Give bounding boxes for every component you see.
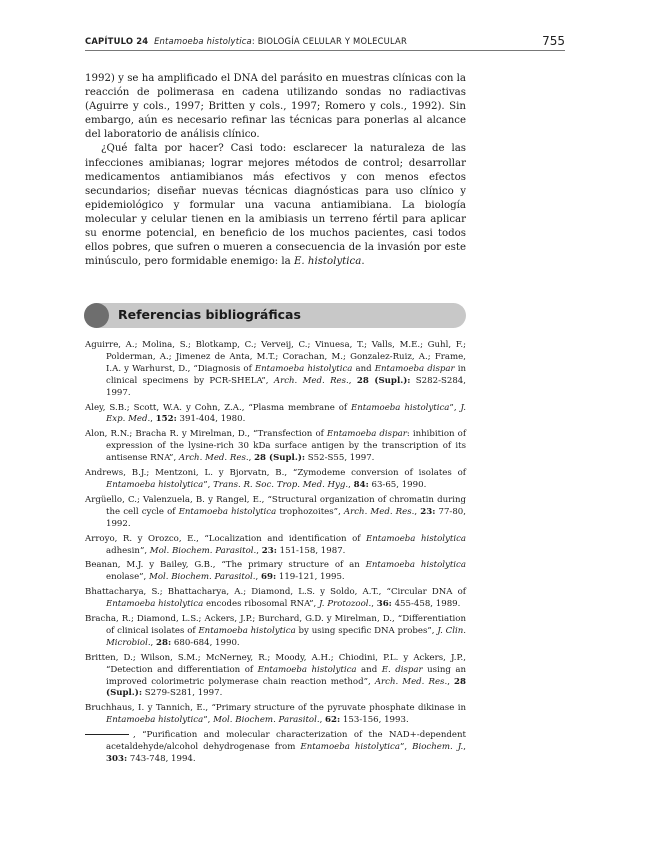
reference-segment: ,	[150, 637, 157, 648]
reference-segment: 23:	[420, 506, 436, 517]
reference-segment: 28 (Supl.):	[254, 453, 306, 464]
reference-segment: ,	[248, 453, 255, 464]
paragraph-2-end: .	[361, 256, 365, 268]
reference-segment: 455-458, 1989.	[391, 599, 461, 610]
reference-item	[85, 653, 466, 701]
reference-segment: 743-748, 1994.	[127, 754, 196, 764]
reference-segment: Arroyo, R. y Orozco, E., “Localization and identification of	[85, 533, 366, 544]
reference-item	[85, 534, 466, 558]
chapter-subtitle: : BIOLOGÍA CELULAR Y MOLECULAR	[251, 36, 408, 46]
references-heading: Referencias bibliográficas	[118, 307, 301, 322]
chapter-label: CAPÍTULO 24	[85, 36, 149, 46]
reference-segment: Entamoeba histolytica	[106, 715, 204, 726]
reference-segment: ”,	[203, 479, 214, 490]
reference-segment: 63-65, 1990.	[368, 479, 427, 490]
reference-segment: 28:	[156, 637, 172, 648]
reference-segment: Entamoeba histolytica	[300, 742, 400, 753]
reference-segment: adhesin”,	[106, 545, 150, 556]
reference-item	[85, 730, 466, 766]
reference-segment: E. dispar	[381, 664, 423, 675]
reference-segment: Britten, D.; Wilson, S.M.; McNerney, R.; Moody, A.H.; Chiodini, P.L. y Ackers, J.P., “Detection and differentiation of	[85, 652, 466, 675]
reference-segment: 84:	[353, 479, 369, 490]
body-text	[85, 72, 466, 269]
reference-segment: 28 (Supl.):	[356, 375, 411, 386]
reference-item	[85, 703, 466, 727]
reference-segment: 36:	[376, 599, 392, 610]
reference-segment: Trans. R. Soc. Trop. Med. Hyg.	[213, 479, 349, 490]
reference-segment: Arch. Med. Res.	[178, 453, 249, 464]
reference-segment: 680-684, 1990.	[171, 637, 240, 648]
reference-segment: ”,	[399, 742, 413, 753]
reference-segment: S282-S284, 1997.	[106, 375, 467, 398]
reference-segment: Bhattacharya, S.; Bhattacharya, A.; Diamond, L.S. y Soldo, A.T., “Circular DNA of	[85, 587, 466, 598]
reference-segment: J. Clin. Microbiol.	[106, 625, 466, 648]
running-header	[85, 36, 565, 50]
reference-segment: Entamoeba histolytica	[257, 664, 357, 675]
reference-segment: 153-156, 1993.	[340, 715, 409, 726]
reference-segment: Entamoeba histolytica	[198, 625, 296, 636]
reference-segment: Alon, R.N.; Bracha R. y Mirelman, D., “Transfection of	[85, 429, 327, 440]
reference-segment: ”,	[449, 402, 461, 413]
repeat-author-dash	[85, 734, 129, 735]
reference-segment: by using specific DNA probes”,	[295, 625, 438, 636]
reference-segment: Entamoeba histolytica	[178, 506, 277, 517]
reference-segment: S52-S55, 1997.	[305, 453, 375, 464]
reference-item	[85, 614, 466, 650]
page-number: 755	[542, 34, 565, 48]
reference-segment: ,	[371, 599, 377, 610]
reference-segment: 62:	[325, 715, 341, 726]
paragraph-2-species: E. histolytica	[293, 256, 362, 268]
reference-segment: Entamoeba histolytica	[365, 560, 466, 571]
reference-segment: ,	[256, 545, 262, 556]
reference-segment: Beanan, M.J. y Bailey, G.B., “The primary structure of an	[85, 560, 366, 571]
reference-segment: Bruchhaus, I. y Tannich, E., “Primary structure of the pyruvate phosphate dikinase in	[85, 703, 466, 714]
header-rule	[85, 50, 565, 51]
reference-segment: Mol. Biochem. Parasitol.	[149, 572, 256, 583]
reference-segment: Argüello, C.; Valenzuela, B. y Rangel, E., “Structural organization of chromatin during the cell cycle of	[85, 494, 466, 517]
reference-segment: Entamoeba dispar	[326, 429, 407, 440]
reference-segment: Andrews, B.J.; Mentzoni, L. y Bjorvatn, B., “Zymodeme conversion of isolates of	[85, 468, 466, 479]
reference-segment: ,	[348, 375, 357, 386]
reference-segment: Arch. Med. Res.	[273, 375, 349, 386]
reference-segment: 77-80, 1992.	[106, 506, 466, 529]
chapter-title	[85, 36, 407, 46]
reference-segment: encodes ribosomal RNA”,	[203, 599, 319, 610]
reference-segment: ,	[150, 414, 156, 425]
reference-segment: Aley, S.B.; Scott, W.A. y Cohn, Z.A., “Plasma membrane of	[85, 402, 351, 413]
reference-item	[85, 340, 466, 400]
reference-segment: 151-158, 1987.	[276, 545, 346, 556]
reference-segment: in clinical specimens by PCR-SHELA”,	[106, 363, 467, 386]
reference-item	[85, 403, 466, 427]
reference-segment: Entamoeba histolytica	[351, 402, 450, 413]
references-heading-bar	[84, 303, 466, 328]
reference-segment: 69:	[261, 572, 277, 583]
reference-segment: J. Exp. Med.	[106, 402, 466, 425]
reference-item	[85, 560, 466, 584]
reference-segment: Entamoeba histolytica	[365, 533, 467, 544]
reference-segment: ,	[348, 479, 354, 490]
reference-item	[85, 429, 466, 465]
reference-item	[85, 587, 466, 611]
reference-segment: ”,	[203, 715, 214, 726]
chapter-species: Entamoeba histolytica	[154, 36, 252, 46]
reference-segment: S279-S281, 1997.	[142, 688, 223, 699]
reference-segment: 391-404, 1980.	[176, 414, 246, 425]
reference-segment: J. Protozool.	[318, 599, 372, 610]
reference-segment: Entamoeba histolytica	[254, 363, 353, 374]
heading-bullet-icon	[84, 303, 109, 328]
reference-segment: ,	[463, 742, 467, 753]
reference-segment: Entamoeba histolytica	[106, 599, 204, 610]
reference-segment: 28 (Supl.):	[106, 676, 466, 699]
body-paragraph-2	[85, 142, 466, 269]
reference-segment: Entamoeba dispar	[374, 363, 455, 374]
reference-segment: Bracha, R.; Diamond, L.S.; Ackers, J.P.; Burchard, G.D. y Mirelman, D., “Differentiation of clinical isolates of	[85, 614, 466, 636]
reference-segment: Entamoeba histolytica	[106, 479, 204, 490]
reference-item	[85, 495, 466, 531]
reference-segment: : inhibition of expression of the lysine-rich 30 kDa surface antigen by the transcription of its antisense RNA”,	[106, 429, 467, 464]
paragraph-2-text: ¿Qué falta por hacer? Casi todo: esclarecer la naturaleza de las infecciones amibianas; lograr mejores métodos de control; desarrollar medicamentos antiamibianos más efectivos y con menos efectos secundarios; diseñar nuevas técnicas diagnósticas para uso clínico y epidemiológico y formular una vacuna antiamibiana. La biología molecular y celular tienen en la amibiasis un terreno fértil para aplicar su enorme potencial, en beneficio de los muchos pacientes, casi todos ellos pobres, que sufren o mueren a consecuencia de la invasión por este minúsculo, pero formidable enemigo: la	[85, 143, 466, 268]
reference-segment: and	[352, 363, 375, 374]
reference-segment: Arch. Med. Res.	[374, 676, 448, 687]
reference-segment: Mol. Biochem. Parasitol.	[149, 545, 257, 556]
reference-item	[85, 468, 466, 492]
reference-segment: ,	[414, 506, 421, 517]
reference-segment: Aguirre, A.; Molina, S.; Blotkamp, C.; Verveij, C.; Vinuesa, T.; Valls, M.E.; Guhl, F.; Polderman, A.; Jimenez de Anta, M.T.; Corachan, M.; Gonzalez-Ruiz, A.; Frame, I.A. y Warhurst, D., “Diagnosis of	[85, 340, 466, 374]
reference-segment: 152:	[155, 414, 177, 425]
reference-segment: trophozoites”,	[276, 506, 344, 517]
reference-segment: using an improved colorimetric polymerase chain reaction method”,	[106, 664, 467, 687]
reference-segment: ,	[319, 715, 326, 726]
reference-segment: Biochem. J.	[412, 742, 464, 753]
reference-segment: ,	[255, 572, 261, 583]
reference-segment: 23:	[261, 545, 277, 556]
body-paragraph-1: 1992) y se ha amplificado el DNA del parásito en muestras clínicas con la reacción de polimerasa en cadena utilizando sondas no radiactivas (Aguirre y cols., 1997; Britten y cols., 1997; Romero y cols., 1992). Sin embargo, aún es necesario refinar las técnicas para ponerlas al alcance del laboratorio de análisis clínico.	[85, 73, 466, 141]
reference-segment: 119-121, 1995.	[276, 572, 345, 583]
reference-segment: Arch. Med. Res.	[343, 506, 415, 517]
reference-list	[85, 340, 466, 769]
reference-segment: and	[356, 664, 382, 675]
reference-segment: Mol. Biochem. Parasitol.	[213, 715, 320, 726]
reference-segment: , “Purification and molecular characterization of the NAD+-dependent acetaldehyde/alcohol dehydrogenase from	[106, 730, 466, 753]
reference-segment: ,	[447, 676, 455, 687]
reference-segment: 303:	[106, 754, 128, 764]
reference-segment: enolase”,	[106, 572, 150, 583]
